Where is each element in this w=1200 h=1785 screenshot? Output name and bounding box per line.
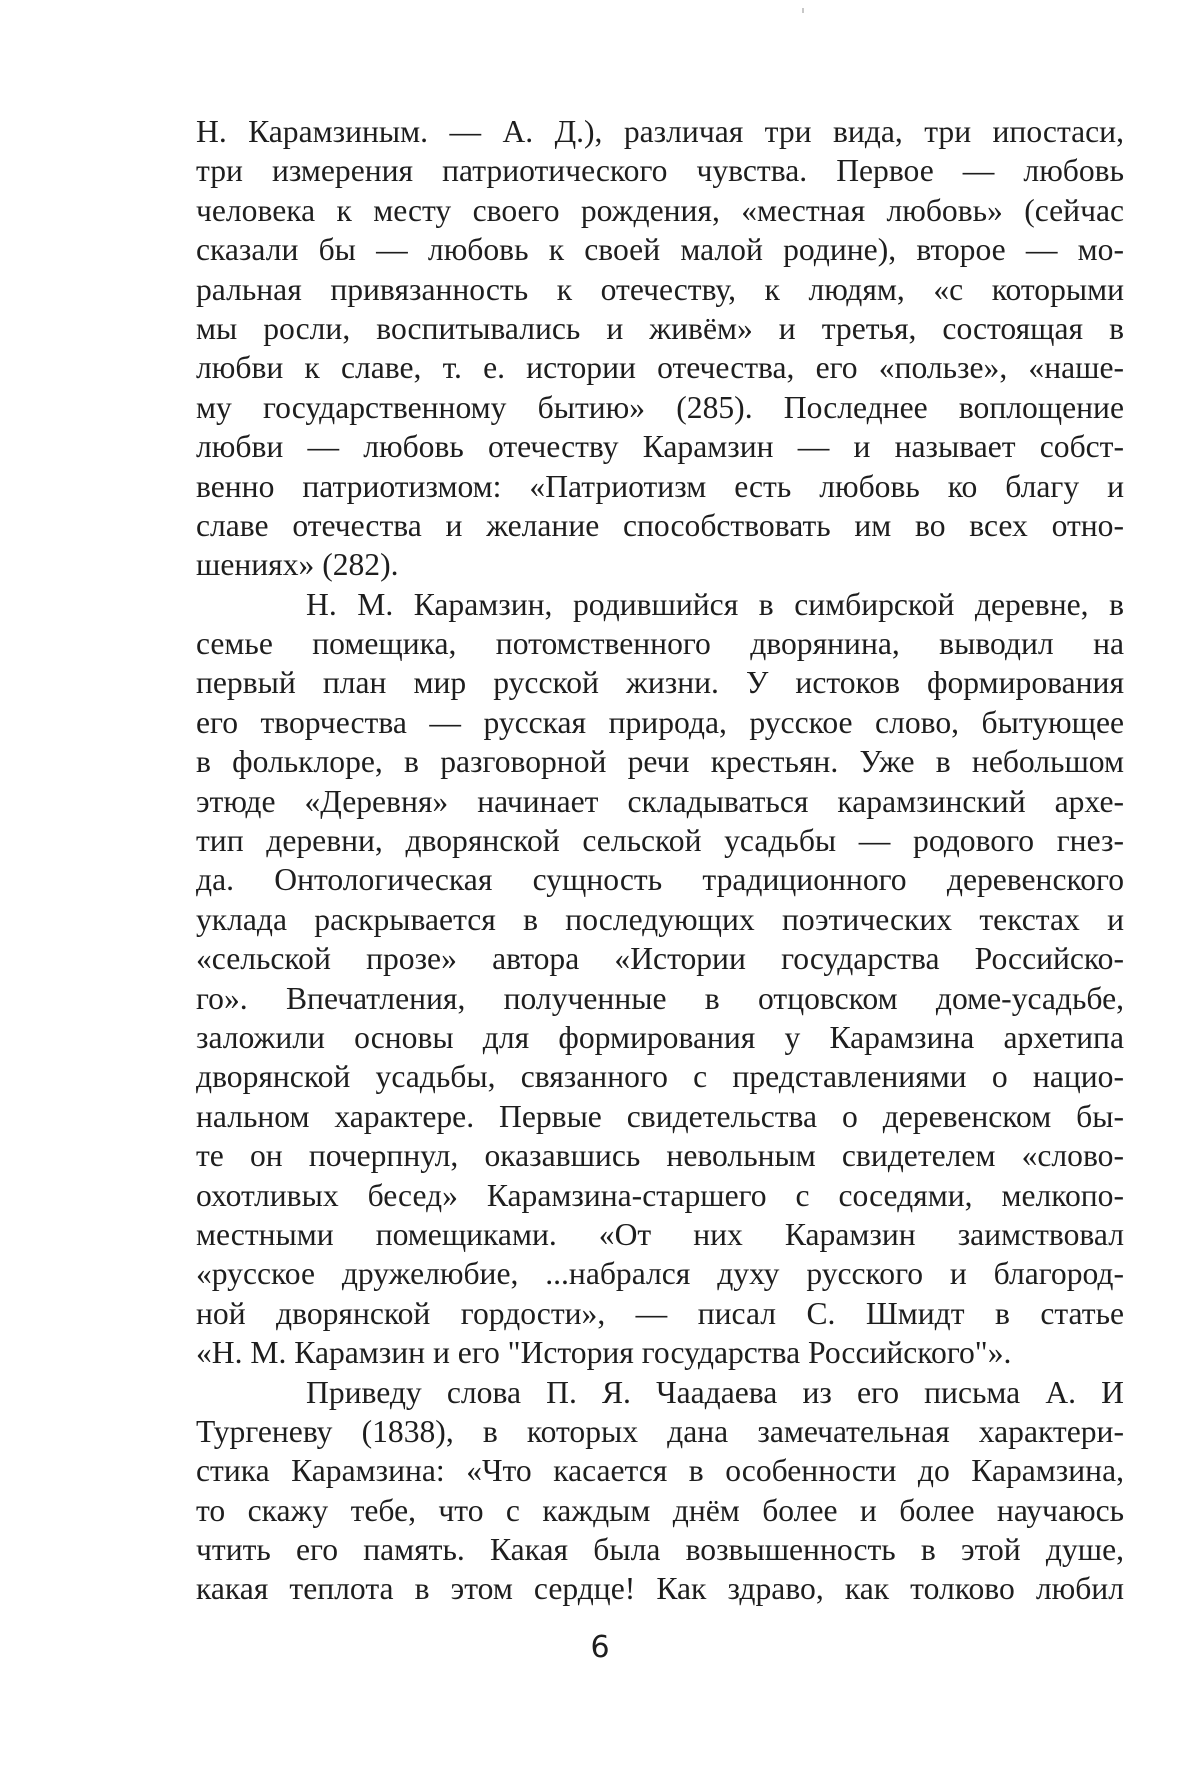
text-line: стика Карамзина: «Что касается в особенности до Карамзина, — [196, 1453, 1124, 1489]
text-line: в фольклоре, в разговорной речи крестьян. Уже в небольшом — [196, 744, 1124, 780]
page-number: 6 — [590, 1630, 610, 1665]
text-line: его творчества — русская природа, русское слово, бытующее — [196, 704, 1124, 740]
text-line: человека к месту своего рождения, «местная любовь» (сейчас — [196, 192, 1124, 228]
text-line: чтить его память. Какая была возвышенность в этой душе, — [196, 1532, 1124, 1568]
text-line: славе отечества и желание способствовать им во всех отно- — [196, 507, 1124, 543]
text-line: местными помещиками. «От них Карамзин заимствовал — [196, 1216, 1124, 1252]
text-line: первый план мир русской жизни. У истоков формирования — [196, 665, 1124, 701]
text-line: «Н. М. Карамзин и его "История государства Российского"». — [196, 1335, 1012, 1371]
text-line: какая теплота в этом сердце! Как здраво, как толково любил — [196, 1571, 1124, 1607]
text-line: заложили основы для формирования у Карамзина архетипа — [196, 1019, 1124, 1055]
body-text — [196, 112, 1124, 1609]
text-line: Тургеневу (1838), в которых дана замечательная характери- — [196, 1413, 1124, 1449]
text-line: ной дворянской гордости», — писал С. Шмидт в статье — [196, 1295, 1124, 1331]
scan-speck — [802, 8, 804, 13]
text-line: три измерения патриотического чувства. Первое — любовь — [196, 153, 1124, 189]
text-line: дворянской усадьбы, связанного с представлениями о нацио- — [196, 1059, 1124, 1095]
text-line: шениях» (282). — [196, 547, 399, 583]
text-line: «сельской прозе» автора «Истории государства Российско- — [196, 941, 1124, 977]
text-line: нальном характере. Первые свидетельства о деревенском бы- — [196, 1098, 1124, 1134]
text-line: охотливых бесед» Карамзина-старшего с соседями, мелкопо- — [196, 1177, 1124, 1213]
text-line: любви к славе, т. е. истории отечества, его «пользе», «наше- — [196, 350, 1124, 386]
text-line: му государственному бытию» (285). Последнее воплощение — [196, 389, 1124, 425]
text-line: сказали бы — любовь к своей малой родине), второе — мо- — [196, 232, 1124, 268]
text-line: семье помещика, потомственного дворянина, выводил на — [196, 626, 1124, 662]
text-line: те он почерпнул, оказавшись невольным свидетелем «слово- — [196, 1138, 1124, 1174]
text-line: этюде «Деревня» начинает складываться карамзинский архе- — [196, 783, 1124, 819]
text-line: Н. М. Карамзин, родившийся в симбирской деревне, в — [306, 586, 1124, 622]
text-line: тип деревни, дворянской сельской усадьбы — родового гнез- — [196, 823, 1124, 859]
text-line: «русское дружелюбие, ...набрался духу русского и благород- — [196, 1256, 1124, 1292]
text-line: мы росли, воспитывались и живём» и третья, состоящая в — [196, 310, 1124, 346]
text-line: уклада раскрывается в последующих поэтических текстах и — [196, 901, 1124, 937]
text-line: то скажу тебе, что с каждым днём более и более научаюсь — [196, 1492, 1124, 1528]
text-line: Приведу слова П. Я. Чаадаева из его письма А. И — [306, 1374, 1124, 1410]
text-line: да. Онтологическая сущность традиционного деревенского — [196, 862, 1124, 898]
text-line: Н. Карамзиным. — А. Д.), различая три вида, три ипостаси, — [196, 114, 1124, 149]
text-line: го». Впечатления, полученные в отцовском доме-усадьбе, — [196, 980, 1124, 1016]
text-line: венно патриотизмом: «Патриотизм есть любовь ко благу и — [196, 468, 1124, 504]
text-line: ральная привязанность к отечеству, к людям, «с которыми — [196, 271, 1124, 307]
text-line: любви — любовь отечеству Карамзин — и называет собст- — [196, 429, 1124, 465]
